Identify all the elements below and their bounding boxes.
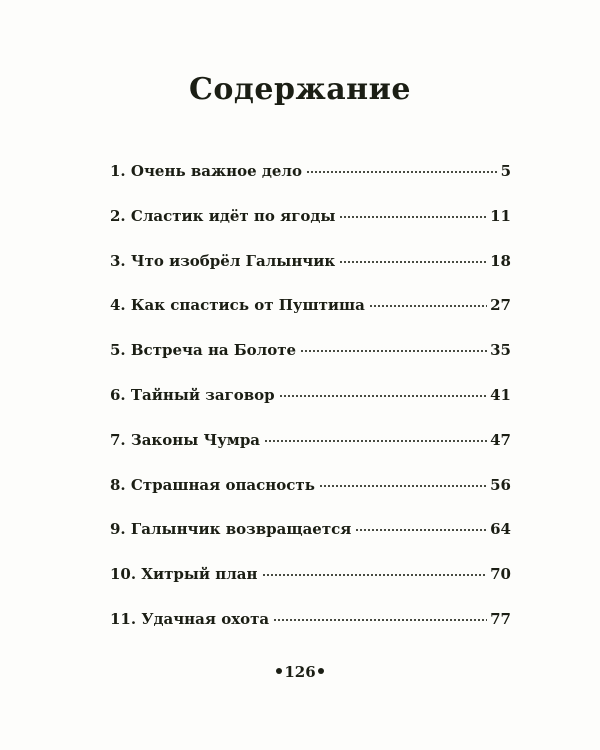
table-of-contents	[110, 162, 511, 655]
page-number-footer	[0, 663, 600, 681]
toc-entry-title: 10. Хитрый план	[110, 565, 258, 584]
dot-leader	[273, 619, 487, 621]
dot-leader	[319, 485, 487, 487]
dot-leader	[279, 395, 487, 397]
page-title: Содержание	[189, 72, 411, 107]
toc-entry-page: 27	[490, 296, 511, 315]
toc-entry[interactable]	[110, 341, 511, 386]
toc-entry-title: 8. Страшная опасность	[110, 475, 315, 494]
toc-entry-title: 4. Как спастись от Пуштиша	[110, 296, 365, 315]
toc-entry-page: 77	[490, 609, 511, 628]
dot-leader	[339, 216, 487, 218]
toc-entry-title: 3. Что изобрёл Галынчик	[110, 251, 336, 270]
toc-entry-title: 9. Галынчик возвращается	[110, 520, 352, 539]
toc-entry-title: 11. Удачная охота	[110, 609, 270, 628]
dot-leader	[262, 574, 488, 576]
toc-entry-page: 47	[490, 430, 511, 449]
toc-entry[interactable]	[110, 207, 511, 252]
toc-entry-page: 5	[500, 162, 511, 180]
toc-entry-page: 64	[490, 520, 511, 539]
toc-entry[interactable]	[110, 386, 511, 431]
toc-entry[interactable]	[110, 610, 511, 655]
dot-leader	[339, 261, 487, 263]
dot-leader	[264, 440, 487, 442]
toc-entry[interactable]	[110, 296, 511, 341]
toc-entry-page: 18	[490, 251, 511, 270]
toc-entry-page: 70	[490, 565, 511, 584]
bullet-icon	[276, 668, 282, 674]
toc-entry-title: 1. Очень важное дело	[110, 162, 303, 180]
toc-entry-title: 5. Встреча на Болоте	[110, 341, 297, 360]
toc-entry-page: 41	[490, 385, 511, 404]
bullet-icon	[318, 668, 324, 674]
toc-entry-title: 2. Сластик идёт по ягоды	[110, 206, 336, 225]
toc-entry-title: 6. Тайный заговор	[110, 385, 275, 404]
toc-entry[interactable]	[110, 476, 511, 521]
toc-entry-page: 56	[490, 475, 511, 494]
page-number: 126	[284, 663, 316, 681]
dot-leader	[355, 529, 487, 531]
toc-entry[interactable]	[110, 252, 511, 297]
toc-entry[interactable]	[110, 565, 511, 610]
toc-entry-title: 7. Законы Чумра	[110, 430, 261, 449]
dot-leader	[300, 350, 487, 352]
toc-entry[interactable]	[110, 431, 511, 476]
dot-leader	[369, 305, 487, 307]
toc-entry-page: 35	[490, 341, 511, 360]
dot-leader	[306, 171, 498, 173]
toc-entry[interactable]	[110, 162, 511, 207]
toc-entry-page: 11	[490, 206, 511, 225]
toc-entry[interactable]	[110, 520, 511, 565]
